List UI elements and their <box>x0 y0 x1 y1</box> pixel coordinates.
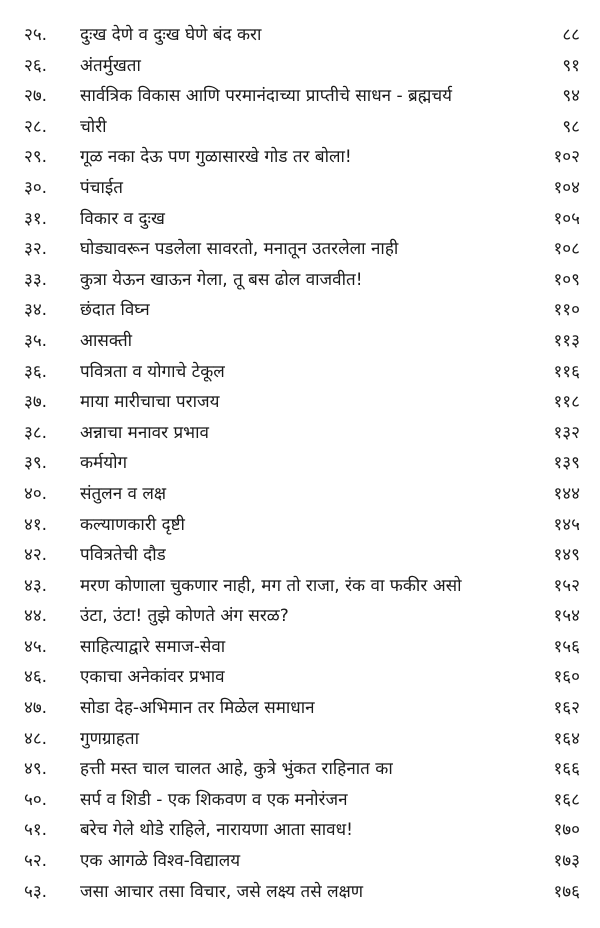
entry-title: हत्ती मस्त चाल चालत आहे, कुत्रे भुंकत राहिनात का <box>80 759 393 780</box>
entry-page-number: ११८ <box>553 392 580 413</box>
entry-title: पवित्रतेची दौड <box>80 545 166 566</box>
entry-number: ४१. <box>24 514 48 535</box>
entry-title: कल्याणकारी दृष्टी <box>80 514 185 535</box>
entry-page-number: १५२ <box>553 575 580 596</box>
entry-page-number: १६८ <box>553 789 580 810</box>
entry-title: छंदात विघ्न <box>80 300 150 321</box>
entry-page-number: १०२ <box>553 147 580 168</box>
toc-entry <box>24 632 580 663</box>
toc-entry <box>24 295 580 326</box>
entry-title: घोड्यावरून पडलेला सावरतो, मनातून उतरलेला नाही <box>80 239 399 260</box>
entry-number: ४८. <box>24 728 48 749</box>
entry-number: ३०. <box>24 177 48 198</box>
toc-entry <box>24 479 580 510</box>
entry-title: पंचाईत <box>80 177 123 198</box>
toc-entry <box>24 540 580 571</box>
toc-entry <box>24 601 580 632</box>
entry-number: ४५. <box>24 636 48 657</box>
toc-entry <box>24 785 580 816</box>
entry-title: विकार व दुःख <box>80 208 165 229</box>
entry-number: ३७. <box>24 392 48 413</box>
entry-title: दुःख देणे व दुःख घेणे बंद करा <box>80 25 262 45</box>
entry-number: ४०. <box>24 483 48 504</box>
entry-title: अंतर्मुखता <box>80 55 141 76</box>
entry-title: साहित्याद्वारे समाज-सेवा <box>80 636 226 657</box>
entry-title: चोरी <box>80 116 107 137</box>
toc-entry <box>24 112 580 143</box>
entry-number: ३१. <box>24 208 48 229</box>
toc-entry <box>24 357 580 388</box>
entry-title: गूळ नका देऊ पण गुळासारखे गोड तर बोला! <box>80 147 352 168</box>
entry-title: संतुलन व लक्ष <box>80 483 167 504</box>
toc-entry <box>24 815 580 846</box>
entry-title: गुणग्राहता <box>80 728 139 749</box>
entry-title: पवित्रता व योगाचे टेकूल <box>80 361 225 382</box>
entry-title: बरेच गेले थोडे राहिले, नारायणा आता सावध! <box>80 820 353 841</box>
entry-number: ३२. <box>24 239 48 260</box>
entry-number: २५. <box>24 25 48 45</box>
entry-number: ३५. <box>24 330 48 351</box>
entry-page-number: १७६ <box>553 881 580 902</box>
entry-page-number: ११३ <box>553 330 580 351</box>
toc-entry <box>24 571 580 602</box>
toc-entry <box>24 877 580 908</box>
entry-number: ३९. <box>24 453 48 474</box>
table-of-contents <box>24 20 580 907</box>
toc-entry <box>24 510 580 541</box>
entry-page-number: १०४ <box>553 177 580 198</box>
entry-number: ५१. <box>24 820 48 841</box>
entry-number: ५२. <box>24 851 48 872</box>
toc-entry <box>24 234 580 265</box>
entry-page-number: १६६ <box>553 759 580 780</box>
toc-entry <box>24 418 580 449</box>
entry-title: कुत्रा येऊन खाऊन गेला, तू बस ढोल वाजवीत! <box>80 269 363 290</box>
entry-page-number: ११६ <box>553 361 580 382</box>
entry-number: २७. <box>24 86 48 107</box>
entry-title: मरण कोणाला चुकणार नाही, मग तो राजा, रंक वा फकीर असो <box>80 575 462 596</box>
entry-page-number: ९४ <box>562 86 580 107</box>
entry-number: २८. <box>24 116 48 137</box>
toc-entry <box>24 448 580 479</box>
entry-number: २६. <box>24 55 48 76</box>
entry-page-number: १६४ <box>553 728 580 749</box>
entry-number: ३३. <box>24 269 48 290</box>
entry-page-number: ९१ <box>562 55 580 76</box>
entry-title: सार्वत्रिक विकास आणि परमानंदाच्या प्राप्तीचे साधन - ब्रह्मचर्य <box>80 86 453 107</box>
toc-entry <box>24 51 580 82</box>
entry-page-number: १३२ <box>553 422 580 443</box>
entry-page-number: १७३ <box>553 851 580 872</box>
entry-page-number: ११० <box>553 300 580 321</box>
entry-page-number: १०९ <box>553 269 580 290</box>
toc-entry <box>24 204 580 235</box>
entry-title: एक आगळे विश्व-विद्यालय <box>80 851 241 872</box>
entry-title: उंटा, उंटा! तुझे कोणते अंग सरळ? <box>80 606 289 627</box>
entry-title: सर्प व शिडी - एक शिकवण व एक मनोरंजन <box>80 789 348 810</box>
entry-title: आसक्ती <box>80 330 133 351</box>
entry-page-number: १३९ <box>553 453 580 474</box>
entry-title: माया मारीचाचा पराजय <box>80 392 220 413</box>
entry-number: ५३. <box>24 881 48 902</box>
entry-page-number: १०८ <box>553 239 580 260</box>
entry-title: जसा आचार तसा विचार, जसे लक्ष्य तसे लक्षण <box>80 881 364 902</box>
toc-list <box>24 20 580 907</box>
entry-number: २९. <box>24 147 48 168</box>
entry-title: एकाचा अनेकांवर प्रभाव <box>80 667 225 688</box>
toc-entry <box>24 846 580 877</box>
toc-entry <box>24 693 580 724</box>
entry-number: ३४. <box>24 300 48 321</box>
entry-number: ३८. <box>24 422 48 443</box>
entry-page-number: १६२ <box>553 698 580 719</box>
toc-entry <box>24 81 580 112</box>
toc-entry <box>24 754 580 785</box>
toc-entry <box>24 326 580 357</box>
entry-number: ४९. <box>24 759 48 780</box>
toc-entry <box>24 265 580 296</box>
entry-number: ५०. <box>24 789 48 810</box>
entry-title: कर्मयोग <box>80 453 128 474</box>
entry-number: ४७. <box>24 698 48 719</box>
entry-page-number: ९८ <box>562 116 580 137</box>
toc-entry <box>24 662 580 693</box>
toc-entry <box>24 173 580 204</box>
toc-entry <box>24 142 580 173</box>
entry-number: ३६. <box>24 361 48 382</box>
entry-page-number: १०५ <box>553 208 580 229</box>
entry-number: ४३. <box>24 575 48 596</box>
entry-title: अन्नाचा मनावर प्रभाव <box>80 422 209 443</box>
entry-title: सोडा देह-अभिमान तर मिळेल समाधान <box>80 698 315 719</box>
entry-number: ४६. <box>24 667 48 688</box>
entry-page-number: १७० <box>553 820 580 841</box>
entry-page-number: १४९ <box>553 545 580 566</box>
entry-number: ४२. <box>24 545 48 566</box>
toc-entry <box>24 387 580 418</box>
entry-page-number: ८८ <box>562 25 580 45</box>
toc-entry <box>24 20 580 51</box>
entry-page-number: १४४ <box>553 483 580 504</box>
toc-entry <box>24 724 580 755</box>
entry-page-number: १५६ <box>553 636 580 657</box>
entry-number: ४४. <box>24 606 48 627</box>
entry-page-number: १६० <box>553 667 580 688</box>
entry-page-number: १४५ <box>553 514 580 535</box>
entry-page-number: १५४ <box>553 606 580 627</box>
